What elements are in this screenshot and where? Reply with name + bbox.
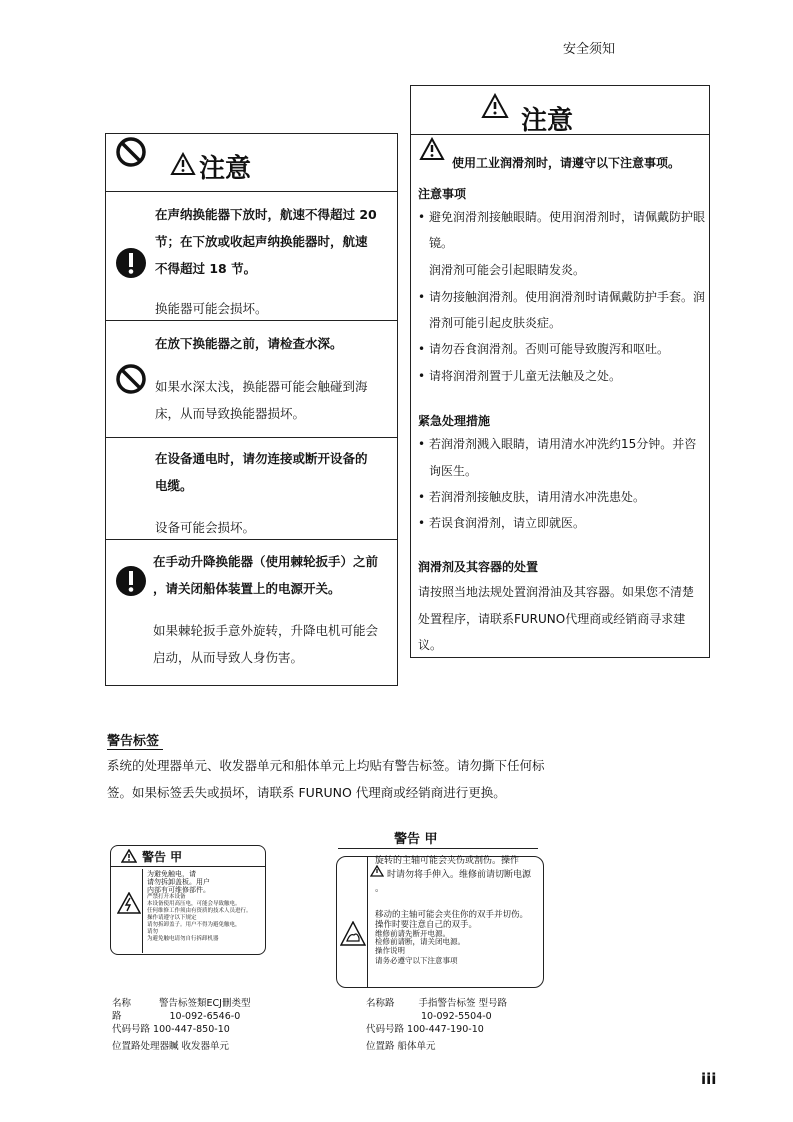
bullet: •	[418, 210, 426, 224]
bullet: •	[418, 290, 426, 304]
caution-item-3-note: 设备可能会损坏。	[155, 520, 256, 535]
caution-item-4: 在手动升降换能器（使用棘轮扳手）之前 ，请关闭船体装置上的电源开关。	[153, 554, 379, 596]
caution-item-2-note: 如果水深太浅，换能器可能会触碰到海 床，从而导致换能器损坏。	[155, 379, 368, 421]
caution-triangle-icon	[419, 137, 445, 161]
label-2-text: 旋转的主轴可能会夹伤或割伤。操作 时请勿将手伸入。维修前请切断电源 。 移动的主轴可能会夹住你的双手并切伤。 操作时要注意自己的双手。 维修前请先断开电源。 检修前请断，请关闭电源。 操作说明 请务必遵守以下注意事项	[375, 856, 532, 965]
section-title: 安全须知	[563, 42, 616, 57]
caution-item-3: 在设备通电时，请勿连接或断开设备的 电缆。	[155, 451, 368, 493]
mandatory-icon	[115, 565, 147, 597]
caution-item-1-note: 换能器可能会损坏。	[155, 301, 268, 316]
precaution-line: 润滑剂可能会引起眼睛发炎。	[429, 263, 586, 277]
high-voltage-icon	[117, 892, 141, 914]
caution-item-2: 在放下换能器之前，请检查水深。	[155, 336, 343, 351]
caution-triangle-icon	[121, 849, 137, 863]
bullet: •	[418, 437, 426, 451]
mandatory-icon	[115, 247, 147, 279]
bullet: •	[418, 516, 426, 530]
caution-triangle-icon	[170, 152, 196, 176]
right-box-subtitle: 使用工业润滑剂时，请遵守以下注意事项。	[452, 156, 681, 170]
warning-label-2	[336, 856, 544, 988]
precautions-heading: 注意事项	[418, 187, 467, 201]
emergency-line: 若误食润滑剂，请立即就医。	[429, 516, 586, 530]
disposal-heading: 润滑剂及其容器的处置	[418, 560, 539, 574]
emergency-heading: 紧急处理措施	[418, 414, 491, 428]
disposal-line: 处置程序，请联系FURUNO代理商或经销商寻求建	[418, 612, 686, 626]
precaution-line: 请勿接触润滑剂。使用润滑剂时请佩戴防护手套。润	[429, 290, 706, 304]
warning-label-1	[110, 845, 266, 955]
label-2-caption: 名称路 手指警告标签 型号路 10-092-5504-0 代码号路 100-447-190-10 位置路 船体单元	[366, 998, 508, 1052]
bullet: •	[418, 342, 426, 356]
disposal-line: 请按照当地法规处置润滑油及其容器。如果您不清楚	[418, 585, 695, 599]
left-box-title: 注意	[199, 154, 252, 184]
emergency-line: 若润滑剂接触皮肤，请用清水冲洗患处。	[429, 490, 646, 504]
precaution-line: 请勿吞食润滑剂。否则可能导致腹泻和呕吐。	[429, 342, 670, 356]
bullet: •	[418, 490, 426, 504]
left-caution-box	[105, 133, 398, 686]
prohibition-icon	[115, 136, 147, 168]
label-2-heading: 警告 甲	[394, 832, 438, 847]
warning-labels-paragraph-2: 签。如果标签丢失或损坏，请联系 FURUNO 代理商或经销商进行更换。	[107, 785, 506, 800]
page-number: iii	[701, 1070, 717, 1088]
precaution-line: 请将润滑剂置于儿童无法触及之处。	[429, 369, 622, 383]
warning-labels-paragraph-1: 系统的处理器单元、收发器单元和船体单元上均贴有警告标签。请勿撕下任何标	[107, 758, 545, 773]
caution-item-4-note: 如果棘轮扳手意外旋转，升降电机可能会 启动，从而导致人身伤害。	[153, 623, 379, 665]
precaution-line: 滑剂可能引起皮肤炎症。	[429, 316, 562, 330]
caution-item-1: 在声纳换能器下放时，航速不得超过 20 节；在下放或收起声纳换能器时，航速 不得超过 18 节。	[155, 207, 377, 276]
caution-triangle-icon	[481, 93, 509, 119]
emergency-line: 询医生。	[429, 464, 478, 478]
right-caution-box	[410, 85, 710, 658]
warning-labels-heading: 警告标签	[107, 730, 163, 750]
right-box-title: 注意	[521, 106, 574, 136]
bullet: •	[418, 369, 426, 383]
precaution-line: 镜。	[429, 236, 454, 250]
label-1-heading: 警告 甲	[142, 850, 183, 864]
emergency-line: 若润滑剂溅入眼睛，请用清水冲洗约15分钟。并咨	[429, 437, 697, 451]
label-1-caption: 名称 警告标签類ECJ刪类型 路 10-092-6546-0 代码号路 100-447-850-10 位置路处理器贓 收发器单元	[112, 998, 251, 1052]
label-1-text: 为避免触电，请 请勿拆卸盖板。用户 内部有可维修部件。 严禁打开本设备 本设备使用高压电，可能会导致触电。 任何维修工作须由有资质的技术人员进行。 操作请遵守以下规定 请勿拆卸盖子。用户不得为避免触电， 请勿 为避免触电请勿自行拆卸机器	[147, 870, 252, 942]
disposal-line: 议。	[418, 638, 443, 652]
prohibition-icon	[115, 363, 147, 395]
hand-pinch-icon	[340, 921, 366, 947]
precaution-line: 避免润滑剂接触眼睛。使用润滑剂时，请佩戴防护眼	[429, 210, 706, 224]
